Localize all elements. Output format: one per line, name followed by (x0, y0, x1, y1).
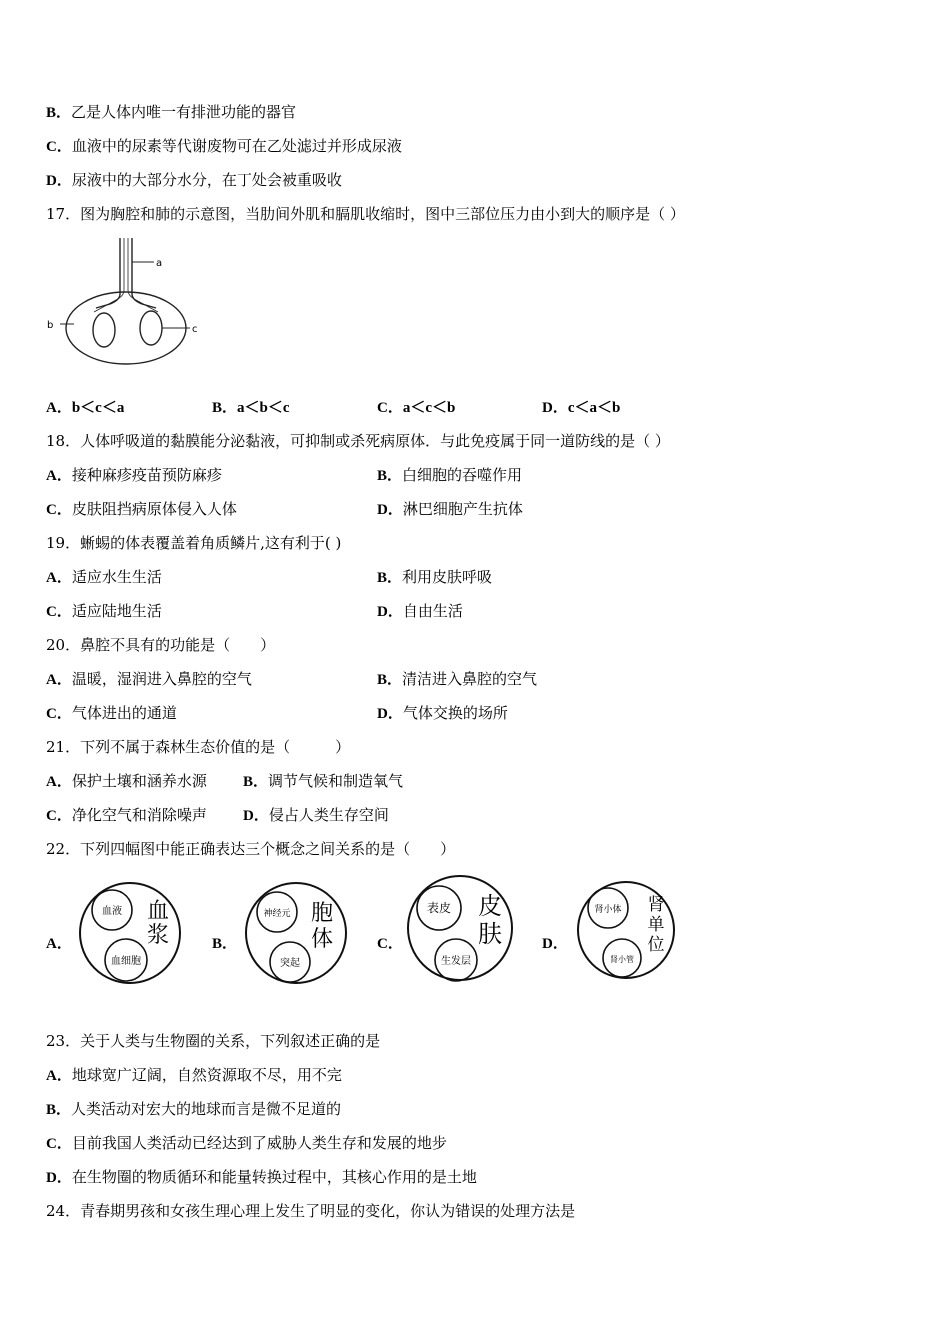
q19-stem: 19．蜥蜴的体表覆盖着角质鳞片,这有利于( ) (46, 534, 342, 552)
q18-option-c: C．皮肤阻挡病原体侵入人体 (46, 500, 237, 518)
q22-option-a-label: A． (46, 936, 72, 952)
q22-stem: 22．下列四幅图中能正确表达三个概念之间关系的是（ ） (46, 840, 456, 858)
svg-text:皮: 皮 (478, 892, 502, 920)
svg-text:肾小体: 肾小体 (594, 905, 622, 915)
svg-text:突起: 突起 (280, 958, 300, 969)
svg-text:肤: 肤 (478, 920, 502, 948)
q18-stem: 18．人体呼吸道的黏膜能分泌黏液，可抑制或杀死病原体．与此免疫属于同一道防线的是（ ） (46, 432, 670, 450)
svg-text:肾: 肾 (647, 895, 665, 915)
q20-option-a: A．温暖，湿润进入鼻腔的空气 (46, 670, 252, 688)
svg-text:血: 血 (146, 899, 170, 924)
q16-option-d: D．尿液中的大部分水分，在丁处会被重吸收 (46, 171, 342, 189)
q21-option-d: D．侵占人类生存空间 (243, 806, 389, 824)
q20-option-c: C．气体进出的通道 (46, 704, 177, 722)
svg-text:血细胞: 血细胞 (111, 956, 141, 967)
label-a: a (156, 258, 163, 269)
q19-option-c: C．适应陆地生活 (46, 602, 162, 620)
q22-option-b-label: B． (212, 936, 238, 952)
svg-text:生发层: 生发层 (441, 956, 471, 967)
q23-option-c: C．目前我国人类活动已经达到了威胁人类生存和发展的地步 (46, 1134, 447, 1152)
q21-option-b: B．调节气候和制造氧气 (243, 772, 404, 790)
svg-text:位: 位 (647, 935, 665, 955)
q23-stem: 23．关于人类与生物圈的关系，下列叙述正确的是 (46, 1032, 381, 1050)
q17-option-b: B．a＜b＜c (212, 400, 290, 416)
q18-option-a: A．接种麻疹疫苗预防麻疹 (46, 466, 222, 484)
q22-option-d-label: D． (542, 936, 568, 952)
q23-option-a: A．地球宽广辽阔，自然资源取不尽，用不完 (46, 1066, 342, 1084)
venn-diagram-c (404, 866, 516, 992)
svg-text:单: 单 (647, 915, 665, 935)
label-c: c (192, 324, 198, 335)
svg-text:血液: 血液 (102, 906, 122, 917)
svg-text:体: 体 (310, 927, 334, 952)
q23-option-b: B．人类活动对宏大的地球而言是微不足道的 (46, 1100, 342, 1118)
q20-option-d: D．气体交换的场所 (377, 704, 508, 722)
q19-option-a: A．适应水生生活 (46, 568, 162, 586)
q23-option-d: D．在生物圈的物质循环和能量转换过程中，其核心作用的是土地 (46, 1168, 477, 1186)
venn-diagram-b (242, 874, 348, 992)
venn-diagram-d (574, 874, 680, 988)
label-b: b (47, 320, 54, 331)
q17-option-d: D．c＜a＜b (542, 400, 621, 416)
venn-diagram-a (78, 874, 184, 992)
svg-text:浆: 浆 (146, 923, 170, 948)
q16-option-b: B．乙是人体内唯一有排泄功能的器官 (46, 103, 297, 121)
q24-stem: 24．青春期男孩和女孩生理心理上发生了明显的变化，你认为错误的处理方法是 (46, 1202, 576, 1220)
q18-option-d: D．淋巴细胞产生抗体 (377, 500, 523, 518)
q19-option-b: B．利用皮肤呼吸 (377, 568, 493, 586)
q18-option-b: B．白细胞的吞噬作用 (377, 466, 523, 484)
q20-stem: 20．鼻腔不具有的功能是（ ） (46, 636, 276, 654)
q21-stem: 21．下列不属于森林生态价值的是（ ） (46, 738, 351, 756)
q21-option-a: A．保护土壤和涵养水源 (46, 772, 207, 790)
svg-text:神经元: 神经元 (263, 909, 291, 919)
q17-stem: 17．图为胸腔和肺的示意图，当肋间外肌和膈肌收缩时，图中三部位压力由小到大的顺序是（ ） (46, 205, 685, 223)
q21-option-c: C．净化空气和消除噪声 (46, 806, 207, 824)
svg-text:表皮: 表皮 (426, 901, 452, 915)
q16-option-c: C．血液中的尿素等代谢废物可在乙处滤过并形成尿液 (46, 137, 402, 155)
q17-option-a: A．b＜c＜a (46, 400, 125, 416)
svg-text:胞: 胞 (310, 901, 334, 926)
svg-text:肾小管: 肾小管 (610, 955, 634, 964)
chest-lung-diagram (44, 238, 204, 370)
q17-option-c: C．a＜c＜b (377, 400, 456, 416)
q22-option-c-label: C． (377, 936, 403, 952)
q20-option-b: B．清洁进入鼻腔的空气 (377, 670, 538, 688)
q19-option-d: D．自由生活 (377, 602, 463, 620)
